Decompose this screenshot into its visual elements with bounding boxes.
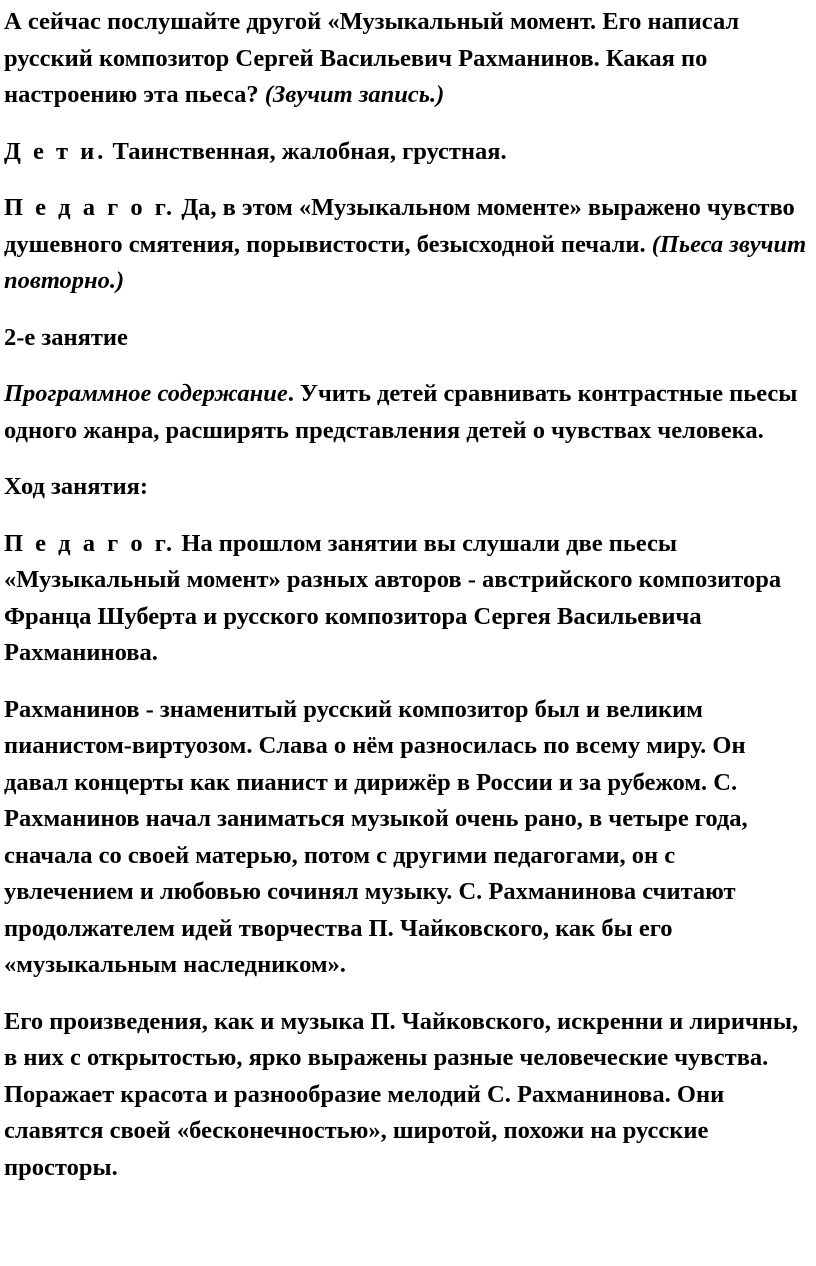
paragraph-text: . Учить детей сравнивать контрастные пьесы одного жанра, расширять представления детей о чувствах человека. [4, 380, 798, 444]
section-subheading [4, 469, 810, 506]
lesson-course-label: Ход занятия: [4, 473, 149, 500]
paragraph-text: Таинственная, жалобная, грустная. [106, 137, 507, 165]
paragraph-program [4, 376, 810, 449]
paragraph-text: Рахманинов - знаменитый русский композитор был и великим пианистом-виртуозом. Слава о нём разносилась по всему миру. Он давал концерты как пианист и дирижёр в России и за рубежом. С. Рахманинов начал заниматься музыкой очень рано, в четыре года, сначала со своей матерью, потом с другими педагогами, он с увлечением и любовью сочинял музыку. С. Рахманинова считают продолжателем идей творчества П. Чайковского, как бы его «музыкальным наследником». [4, 695, 748, 978]
paragraph-teacher-reply [4, 190, 810, 300]
paragraph-intro [4, 4, 810, 114]
lesson-title: 2-е занятие [4, 323, 128, 351]
paragraph-text: Его произведения, как и музыка П. Чайковского, искренни и лиричны, в них с открытостью, ярко выражены разные человеческие чувства. Поражает красота и разнообразие мелодий С. Рахманинова. Они славятся своей «бесконечностью», широтой, похожи на русские просторы. [4, 1007, 799, 1181]
section-heading [4, 320, 810, 357]
stage-direction: (Звучит запись.) [264, 81, 445, 108]
paragraph-works [4, 1004, 810, 1187]
paragraph-text: А сейчас послушайте другой «Музыкальный момент. Его написал русский композитор Сергей Васильевич Рахманинов. Какая по настроению эта пьеса? [4, 8, 740, 108]
paragraph-children-reply [4, 134, 810, 171]
speaker-label: П е д а г о г. [4, 529, 176, 557]
paragraph-text: На прошлом занятии вы слушали две пьесы «Музыкальный момент» разных авторов - австрийского композитора Франца Шуберта и русского композитора Сергея Васильевича Рахманинова. [4, 529, 782, 666]
speaker-label: Д е т и. [4, 137, 107, 165]
paragraph-biography [4, 692, 810, 984]
paragraph-text: Да, в этом «Музыкальном моменте» выражено чувство душевного смятения, порывистости, безысходной печали. [4, 194, 795, 258]
paragraph-teacher-intro [4, 526, 810, 672]
program-label: Программное содержание [4, 380, 288, 407]
speaker-label: П е д а г о г. [4, 194, 176, 221]
stage-direction: (Пьеса звучит повторно.) [4, 230, 807, 294]
